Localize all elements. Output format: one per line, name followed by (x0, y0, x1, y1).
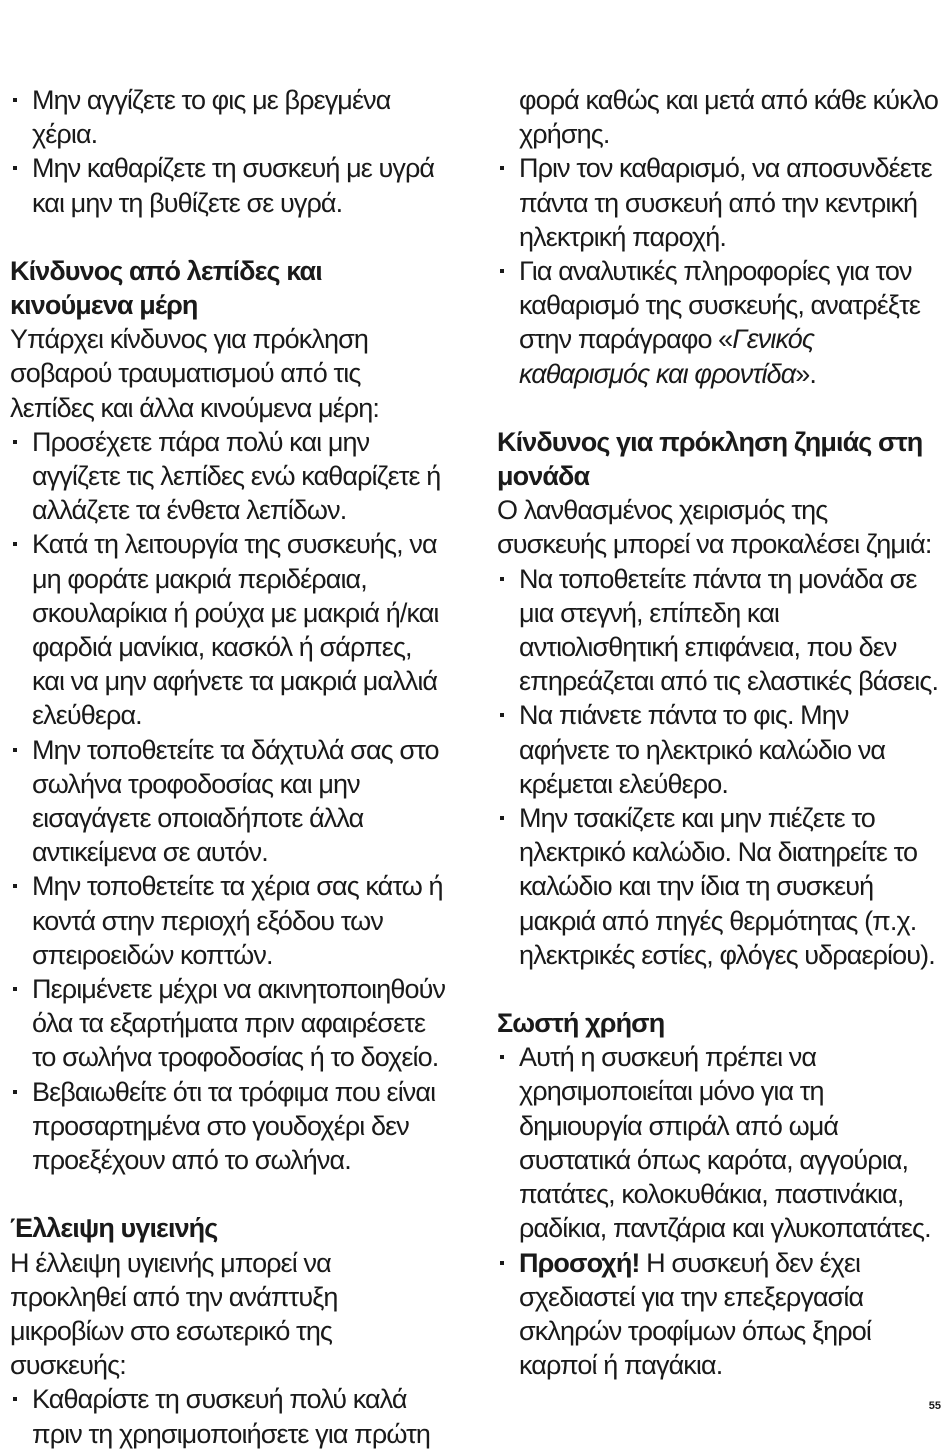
section-gap (10, 220, 450, 254)
left-column (10, 83, 450, 1451)
list-item: Καθαρίστε τη συσκευή πολύ καλά πριν τη χρησιμοποιήσετε για πρώτη (10, 1382, 450, 1450)
blades-bullet-list (10, 425, 450, 1177)
section-gap (10, 1177, 450, 1211)
damage-section (497, 425, 943, 972)
reference-section-title: Γενικός καθαρισμός και φροντίδα (519, 324, 815, 389)
continued-bullet-text: φορά καθώς και μετά από κάθε κύκλο χρήσης. (519, 85, 939, 150)
list-item: Μην τοποθετείτε τα δάχτυλά σας στο σωλήνα τροφοδοσίας και μην εισαγάγετε οποιαδήποτε άλλα αντικείμενα σε αυτόν. (10, 733, 450, 870)
hygiene-section (10, 1211, 450, 1450)
section-intro: Υπάρχει κίνδυνος για πρόκληση σοβαρού τραυματισμού από τις λεπίδες και άλλα κινούμενα μέρη: (10, 324, 379, 423)
section-heading: Κίνδυνος από λεπίδες και κινούμενα μέρη (10, 255, 322, 321)
section-gap (497, 391, 943, 425)
list-item: Κατά τη λειτουργία της συσκευής, να μη φοράτε μακριά περιδέραια, σκουλαρίκια ή ρούχα με μακριά ή/και φαρδιά μανίκια, κασκόλ ή σάρπες, και να μην αφήνετε τα μακριά μαλλιά ελεύθερα. (10, 527, 450, 732)
section-gap (497, 972, 943, 1006)
list-item: Μην αγγίζετε το φις με βρεγμένα χέρια. (10, 83, 450, 151)
page-number: 55 (928, 1400, 941, 1412)
hygiene-bullet-list (10, 1382, 450, 1450)
blades-section (10, 254, 450, 1177)
damage-bullet-list (497, 562, 943, 972)
list-item: Μην τοποθετείτε τα χέρια σας κάτω ή κοντά στην περιοχή εξόδου των σπειροειδών κοπτών. (10, 869, 450, 972)
hygiene-continued-bullet-list (497, 151, 943, 390)
list-item: Βεβαιωθείτε ότι τα τρόφιμα που είναι προσαρτημένα στο γουδοχέρι δεν προεξέχουν από το σωλήνα. (10, 1075, 450, 1178)
section-heading: Έλλειψη υγιεινής (10, 1213, 218, 1244)
list-item: Περιμένετε μέχρι να ακινητοποιηθούν όλα τα εξαρτήματα πριν αφαιρέσετε το σωλήνα τροφοδοσίας ή το δοχείο. (10, 972, 450, 1075)
right-column (497, 83, 943, 1382)
list-item: Μην τσακίζετε και μην πιέζετε το ηλεκτρικό καλώδιο. Να διατηρείτε το καλώδιο και την ίδια τη συσκευή μακριά από πηγές θερμότητας (π.χ. ηλεκτρικές εστίες, φλόγες υδραερίου). (497, 801, 943, 972)
section-heading: Κίνδυνος για πρόκληση ζημιάς στη μονάδα (497, 426, 923, 492)
list-item-reference (497, 254, 943, 391)
intro-bullet-list (10, 83, 450, 220)
list-item: Μην καθαρίζετε τη συσκευή με υγρά και μην τη βυθίζετε σε υγρά. (10, 151, 450, 219)
warning-text: Η συσκευή δεν έχει σχεδιαστεί για την επεξεργασία σκληρών τροφίμων όπως ξηροί καρποί ή παγάκια. (519, 1247, 871, 1381)
usage-bullet-list (497, 1040, 943, 1382)
list-item: Αυτή η συσκευή πρέπει να χρησιμοποιείται μόνο για τη δημιουργία σπιράλ από ωμά συστατικά όπως καρότα, αγγούρια, πατάτες, κολοκυθάκια, παστινάκια, ραδίκια, παντζάρια και γλυκοπατάτες. (497, 1040, 943, 1245)
reference-text: Για αναλυτικές πληροφορίες για τον καθαρισμό της συσκευής, ανατρέξτε στην παράγραφο « (519, 256, 920, 355)
list-item: Να πιάνετε πάντα το φις. Μην αφήνετε το ηλεκτρικό καλώδιο να κρέμεται ελεύθερο. (497, 698, 943, 801)
list-item: Προσέχετε πάρα πολύ και μην αγγίζετε τις λεπίδες ενώ καθαρίζετε ή αλλάζετε τα ένθετα λεπίδων. (10, 425, 450, 528)
warning-label: Προσοχή! (519, 1247, 640, 1278)
reference-text-end: ». (795, 358, 816, 389)
list-item-warning (497, 1246, 943, 1383)
section-heading: Σωστή χρήση (497, 1008, 665, 1039)
section-intro: Ο λανθασμένος χειρισμός της συσκευής μπορεί να προκαλέσει ζημιά: (497, 495, 932, 560)
section-intro: Η έλλειψη υγιεινής μπορεί να προκληθεί από την ανάπτυξη μικροβίων στο εσωτερικό της συσκευής: (10, 1247, 338, 1381)
usage-section (497, 1006, 943, 1382)
list-item: Πριν τον καθαρισμό, να αποσυνδέετε πάντα τη συσκευή από την κεντρική ηλεκτρική παροχή. (497, 151, 943, 254)
list-item: Να τοποθετείτε πάντα τη μονάδα σε μια στεγνή, επίπεδη και αντιολισθητική επιφάνεια, που δεν επηρεάζεται από τις ελαστικές βάσεις. (497, 562, 943, 699)
